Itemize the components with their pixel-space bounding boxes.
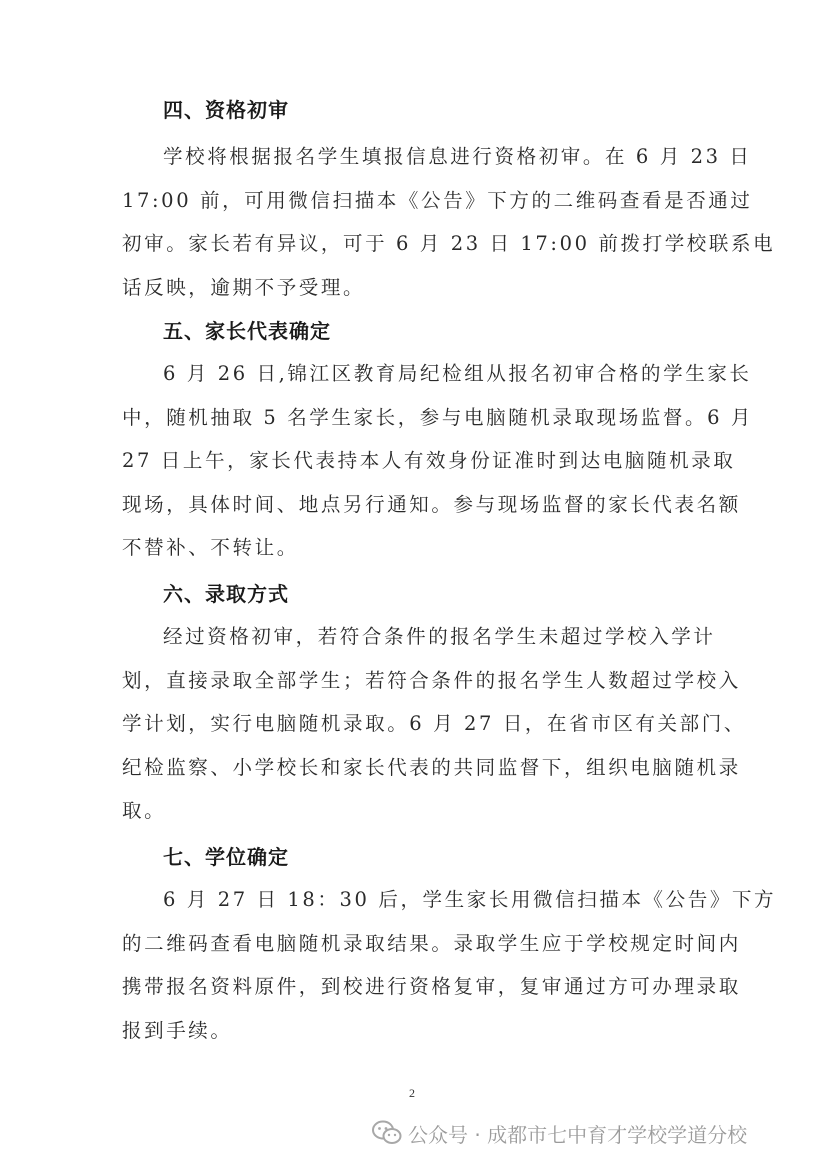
paragraph-line: 报到手续。 xyxy=(122,1018,233,1042)
paragraph-line: 不替补、不转让。 xyxy=(122,536,299,559)
paragraph-line: 话反映，逾期不予受理。 xyxy=(122,275,366,299)
paragraph-line: 学计划，实行电脑随机录取。6 月 27 日，在省市区有关部门、 xyxy=(122,712,746,735)
paragraph-line: 的二维码查看电脑随机录取结果。录取学生应于学校规定时间内 xyxy=(122,931,741,955)
paragraph-line: 经过资格初审，若符合条件的报名学生未超过学校入学计 xyxy=(163,625,716,648)
section-body-parent-representatives xyxy=(122,352,754,570)
paragraph-line: 划，直接录取全部学生；若符合条件的报名学生人数超过学校入 xyxy=(122,668,741,692)
section-heading-parent-representatives: 五、家长代表确定 xyxy=(163,319,331,343)
paragraph-line: 现场，具体时间、地点另行通知。参与现场监督的家长代表名额 xyxy=(122,492,741,516)
section-body-placement-confirmation xyxy=(122,878,777,1052)
paragraph-line: 27 日上午，家长代表持本人有效身份证准时到达电脑随机录取 xyxy=(122,449,736,472)
paragraph-line: 6 月 26 日,锦江区教育局纪检组从报名初审合格的学生家长 xyxy=(163,362,752,385)
paragraph-line: 学校将根据报名学生填报信息进行资格初审。在 6 月 23 日 xyxy=(163,145,752,168)
wechat-watermark xyxy=(372,1116,747,1150)
paragraph-line: 中，随机抽取 5 名学生家长，参与电脑随机录取现场监督。6 月 xyxy=(122,405,754,429)
paragraph-line: 取。 xyxy=(122,799,167,822)
paragraph-line: 携带报名资料原件，到校进行资格复审，复审通过方可办理录取 xyxy=(122,975,741,998)
paragraph-line: 6 月 27 日 18：30 后，学生家长用微信扫描本《公告》下方 xyxy=(163,888,777,911)
paragraph-line: 17:00 前，可用微信扫描本《公告》下方的二维码查看是否通过 xyxy=(122,188,753,212)
paragraph-line: 初审。家长若有异议，可于 6 月 23 日 17:00 前拨打学校联系电 xyxy=(122,232,776,255)
section-body-admission-method xyxy=(122,615,746,833)
wechat-icon xyxy=(372,1120,402,1146)
watermark-text: 公众号 · 成都市七中育才学校学道分校 xyxy=(408,1122,748,1147)
paragraph-line: 纪检监察、小学校长和家长代表的共同监督下，组织电脑随机录 xyxy=(122,755,741,779)
section-heading-admission-method: 六、录取方式 xyxy=(163,582,289,606)
section-heading-placement-confirmation: 七、学位确定 xyxy=(163,845,289,869)
page-number: 2 xyxy=(409,1086,415,1100)
section-body-qualification-review xyxy=(122,135,776,309)
section-heading-qualification-review: 四、资格初审 xyxy=(163,98,289,122)
